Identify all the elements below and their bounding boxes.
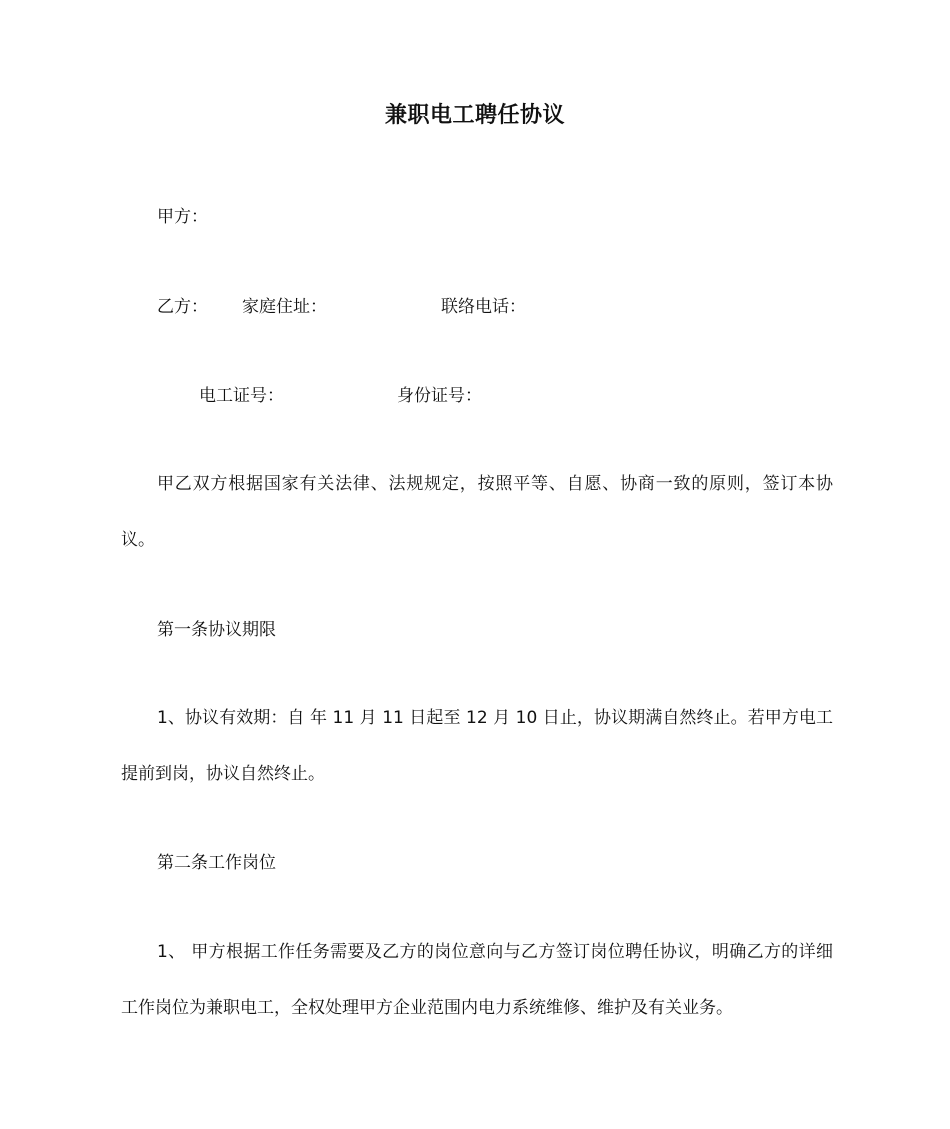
article-1-heading: 第一条协议期限 — [157, 620, 276, 640]
article-2-heading: 第二条工作岗位 — [157, 853, 276, 873]
document-title: 兼职电工聘任协议 — [384, 103, 565, 128]
intro-paragraph: 甲乙双方根据国家有关法律、法规规定，按照平等、自愿、协商一致的原则，签订本协议。 — [121, 474, 833, 550]
article-2-clause-1: 1、 甲方根据工作任务需要及乙方的岗位意向与乙方签订岗位聘任协议，明确乙方的详细工作岗位为兼职电工，全权处理甲方企业范围内电力系统维修、维护及有关业务。 — [121, 942, 833, 1018]
article-1-clause-1: 1、协议有效期：自 年 11 月 11 日起至 12 月 10 日止，协议期满自然终止。若甲方电工提前到岗，协议自然终止。 — [121, 708, 833, 784]
electrician-cert-label: 电工证号： — [199, 386, 284, 406]
party-a-label: 甲方： — [157, 207, 208, 227]
party-b-label: 乙方： — [157, 297, 208, 317]
contact-phone-label: 联络电话： — [441, 297, 526, 317]
home-address-label: 家庭住址： — [242, 297, 327, 317]
id-number-label: 身份证号： — [397, 386, 482, 406]
